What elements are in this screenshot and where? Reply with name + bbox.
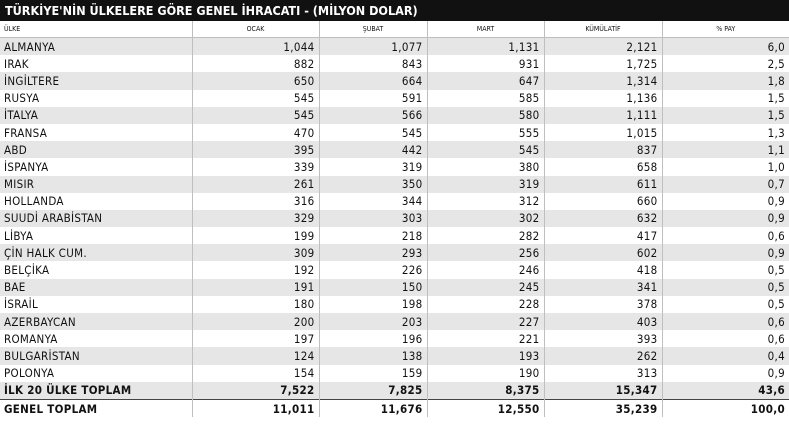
cell-march: 193 (427, 347, 544, 364)
cell-country: HOLLANDA (0, 193, 192, 210)
cell-january: 545 (192, 107, 319, 124)
cell-february: 226 (319, 261, 427, 278)
cell-march: 246 (427, 261, 544, 278)
cell-february: 196 (319, 330, 427, 347)
cell-january: 191 (192, 279, 319, 296)
table-body (0, 38, 789, 418)
cell-share: 0,9 (662, 244, 789, 261)
cell-cumulative: 393 (544, 330, 662, 347)
column-header-january: OCAK (192, 21, 319, 38)
table-title: TÜRKİYE'NİN ÜLKELERE GÖRE GENEL İHRACATI - (MİLYON DOLAR) (0, 0, 789, 21)
cell-january: 192 (192, 261, 319, 278)
column-header-cumulative: KÜMÜLATİF (544, 21, 662, 38)
cell-february: 591 (319, 90, 427, 107)
cell-january: 882 (192, 55, 319, 72)
cell-share: 1,5 (662, 107, 789, 124)
cell-share: 1,8 (662, 72, 789, 89)
cell-cumulative: 658 (544, 158, 662, 175)
cell-country: IRAK (0, 55, 192, 72)
table-row (0, 107, 789, 124)
cell-march: 1,131 (427, 38, 544, 56)
cell-country: AZERBAYCAN (0, 313, 192, 330)
cell-cumulative: 378 (544, 296, 662, 313)
total-row (0, 382, 789, 400)
cell-january: 154 (192, 365, 319, 382)
cell-cumulative: 1,725 (544, 55, 662, 72)
cell-country: POLONYA (0, 365, 192, 382)
cell-cumulative: 2,121 (544, 38, 662, 56)
cell-share: 2,5 (662, 55, 789, 72)
cell-share: 0,9 (662, 210, 789, 227)
table-row (0, 365, 789, 382)
cell-march: 8,375 (427, 382, 544, 400)
cell-march: 580 (427, 107, 544, 124)
cell-january: 180 (192, 296, 319, 313)
table-row (0, 279, 789, 296)
cell-share: 0,5 (662, 261, 789, 278)
cell-february: 566 (319, 107, 427, 124)
table-row (0, 38, 789, 56)
cell-march: 12,550 (427, 399, 544, 417)
cell-share: 100,0 (662, 399, 789, 417)
table-row (0, 261, 789, 278)
cell-january: 395 (192, 141, 319, 158)
cell-cumulative: 262 (544, 347, 662, 364)
cell-february: 293 (319, 244, 427, 261)
table-row (0, 227, 789, 244)
cell-march: 228 (427, 296, 544, 313)
cell-share: 0,5 (662, 279, 789, 296)
cell-january: 11,011 (192, 399, 319, 417)
cell-cumulative: 313 (544, 365, 662, 382)
total-row (0, 399, 789, 417)
cell-country: ALMANYA (0, 38, 192, 56)
cell-share: 1,1 (662, 141, 789, 158)
cell-cumulative: 417 (544, 227, 662, 244)
cell-january: 261 (192, 176, 319, 193)
cell-february: 159 (319, 365, 427, 382)
cell-country: GENEL TOPLAM (0, 399, 192, 417)
cell-january: 650 (192, 72, 319, 89)
cell-country: ÇİN HALK CUM. (0, 244, 192, 261)
cell-cumulative: 341 (544, 279, 662, 296)
cell-january: 197 (192, 330, 319, 347)
column-header-country: ÜLKE (0, 21, 192, 38)
cell-february: 11,676 (319, 399, 427, 417)
cell-cumulative: 35,239 (544, 399, 662, 417)
table-row (0, 72, 789, 89)
cell-country: BULGARİSTAN (0, 347, 192, 364)
table-row (0, 176, 789, 193)
cell-february: 7,825 (319, 382, 427, 400)
cell-february: 138 (319, 347, 427, 364)
column-header-march: MART (427, 21, 544, 38)
export-table (0, 21, 789, 417)
cell-country: İSPANYA (0, 158, 192, 175)
cell-country: MISIR (0, 176, 192, 193)
cell-country: BELÇİKA (0, 261, 192, 278)
table-row (0, 210, 789, 227)
cell-cumulative: 611 (544, 176, 662, 193)
cell-share: 6,0 (662, 38, 789, 56)
cell-march: 312 (427, 193, 544, 210)
cell-country: BAE (0, 279, 192, 296)
cell-cumulative: 403 (544, 313, 662, 330)
table-row (0, 313, 789, 330)
cell-january: 470 (192, 124, 319, 141)
column-header-share: % PAY (662, 21, 789, 38)
table-row (0, 124, 789, 141)
cell-cumulative: 632 (544, 210, 662, 227)
cell-cumulative: 1,015 (544, 124, 662, 141)
cell-cumulative: 837 (544, 141, 662, 158)
cell-country: İSRAİL (0, 296, 192, 313)
cell-share: 0,7 (662, 176, 789, 193)
cell-share: 1,3 (662, 124, 789, 141)
cell-february: 1,077 (319, 38, 427, 56)
cell-country: ABD (0, 141, 192, 158)
cell-cumulative: 660 (544, 193, 662, 210)
cell-january: 124 (192, 347, 319, 364)
table-row (0, 141, 789, 158)
cell-country: İLK 20 ÜLKE TOPLAM (0, 382, 192, 400)
cell-march: 555 (427, 124, 544, 141)
cell-january: 1,044 (192, 38, 319, 56)
cell-share: 0,6 (662, 330, 789, 347)
table-row (0, 244, 789, 261)
column-header-february: ŞUBAT (319, 21, 427, 38)
cell-cumulative: 1,136 (544, 90, 662, 107)
table-row (0, 55, 789, 72)
cell-january: 7,522 (192, 382, 319, 400)
cell-share: 0,4 (662, 347, 789, 364)
cell-march: 221 (427, 330, 544, 347)
cell-share: 1,0 (662, 158, 789, 175)
cell-march: 931 (427, 55, 544, 72)
cell-share: 0,6 (662, 313, 789, 330)
cell-february: 150 (319, 279, 427, 296)
cell-march: 302 (427, 210, 544, 227)
cell-march: 227 (427, 313, 544, 330)
cell-share: 0,6 (662, 227, 789, 244)
cell-february: 664 (319, 72, 427, 89)
table-row (0, 330, 789, 347)
cell-share: 0,9 (662, 365, 789, 382)
cell-january: 309 (192, 244, 319, 261)
cell-march: 245 (427, 279, 544, 296)
cell-february: 843 (319, 55, 427, 72)
cell-country: ROMANYA (0, 330, 192, 347)
cell-country: İNGİLTERE (0, 72, 192, 89)
cell-march: 190 (427, 365, 544, 382)
cell-cumulative: 15,347 (544, 382, 662, 400)
cell-share: 43,6 (662, 382, 789, 400)
cell-february: 344 (319, 193, 427, 210)
cell-march: 545 (427, 141, 544, 158)
cell-february: 303 (319, 210, 427, 227)
table-row (0, 347, 789, 364)
header-row (0, 21, 789, 38)
table-row (0, 90, 789, 107)
cell-february: 319 (319, 158, 427, 175)
cell-march: 256 (427, 244, 544, 261)
cell-february: 203 (319, 313, 427, 330)
cell-share: 0,9 (662, 193, 789, 210)
cell-country: İTALYA (0, 107, 192, 124)
cell-country: RUSYA (0, 90, 192, 107)
table-row (0, 296, 789, 313)
cell-country: SUUDİ ARABİSTAN (0, 210, 192, 227)
cell-january: 339 (192, 158, 319, 175)
table-row (0, 193, 789, 210)
cell-february: 198 (319, 296, 427, 313)
cell-country: FRANSA (0, 124, 192, 141)
cell-february: 350 (319, 176, 427, 193)
cell-january: 199 (192, 227, 319, 244)
cell-share: 0,5 (662, 296, 789, 313)
cell-cumulative: 1,314 (544, 72, 662, 89)
table-row (0, 158, 789, 175)
cell-february: 218 (319, 227, 427, 244)
cell-february: 442 (319, 141, 427, 158)
cell-share: 1,5 (662, 90, 789, 107)
cell-march: 282 (427, 227, 544, 244)
cell-cumulative: 602 (544, 244, 662, 261)
cell-march: 380 (427, 158, 544, 175)
cell-march: 585 (427, 90, 544, 107)
cell-january: 200 (192, 313, 319, 330)
cell-cumulative: 1,111 (544, 107, 662, 124)
cell-march: 647 (427, 72, 544, 89)
cell-cumulative: 418 (544, 261, 662, 278)
cell-march: 319 (427, 176, 544, 193)
cell-january: 545 (192, 90, 319, 107)
cell-january: 329 (192, 210, 319, 227)
cell-country: LİBYA (0, 227, 192, 244)
cell-january: 316 (192, 193, 319, 210)
cell-february: 545 (319, 124, 427, 141)
